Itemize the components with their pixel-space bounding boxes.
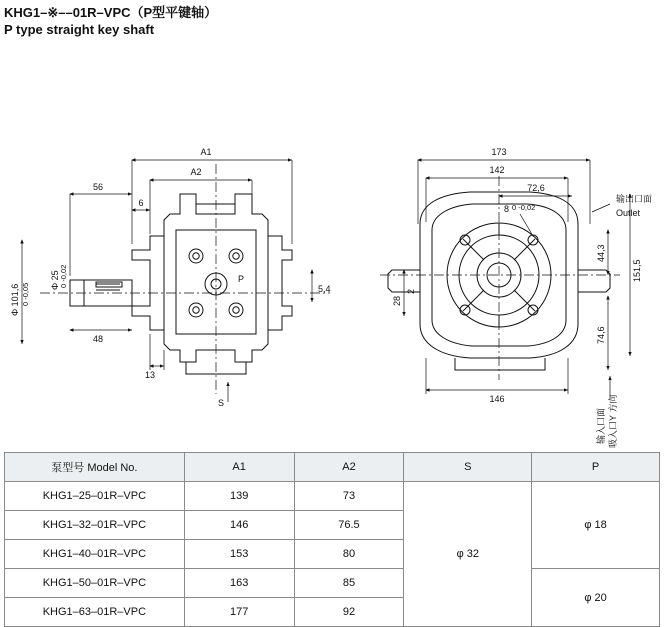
page-subtitle-english: P type straight key shaft xyxy=(4,22,155,37)
dim-142: 142 xyxy=(489,165,505,175)
cell-a2: 73 xyxy=(294,482,404,511)
dim-726: 72,6 xyxy=(527,183,545,193)
dim-key-dia: Φ 25 xyxy=(50,270,60,290)
dim-56: 56 xyxy=(92,182,104,192)
cell-a2: 92 xyxy=(294,598,404,627)
dim-48: 48 xyxy=(92,334,104,344)
cell-p-bottom: φ 20 xyxy=(532,569,660,627)
cell-model: KHG1–32–01R–VPC xyxy=(5,511,185,540)
label-inlet-cn: 输入口面 xyxy=(596,407,606,444)
cell-a1: 153 xyxy=(184,540,294,569)
col-header-model: 泵型号 Model No. xyxy=(5,453,185,482)
dim-443: 44,3 xyxy=(596,244,606,262)
cell-a2: 85 xyxy=(294,569,404,598)
spec-table xyxy=(4,452,660,627)
dim-2: 2 xyxy=(406,288,416,294)
dim-6: 6 xyxy=(138,198,144,208)
cell-a2: 80 xyxy=(294,540,404,569)
col-header-s: S xyxy=(404,453,532,482)
cell-a1: 177 xyxy=(184,598,294,627)
dim-a2: A2 xyxy=(190,167,202,177)
dim-shaft-dia-tol: 0 -0,05 xyxy=(21,282,30,306)
dim-54: 5,4 xyxy=(318,284,331,294)
dim-146: 146 xyxy=(489,394,505,404)
cell-model: KHG1–25–01R–VPC xyxy=(5,482,185,511)
cell-model: KHG1–63–01R–VPC xyxy=(5,598,185,627)
dim-a1: A1 xyxy=(200,147,212,157)
label-inlet-cn2: 吸入口Y 方向 xyxy=(608,394,618,448)
cell-a1: 163 xyxy=(184,569,294,598)
dim-8: 8 xyxy=(504,204,510,214)
dim-1515: 151,5 xyxy=(632,259,642,282)
dim-746: 74,6 xyxy=(596,326,606,344)
dim-shaft-dia: Φ 101,6 xyxy=(10,283,20,316)
col-header-a1: A1 xyxy=(184,453,294,482)
label-port-p: P xyxy=(238,274,245,284)
cell-model: KHG1–40–01R–VPC xyxy=(5,540,185,569)
label-outlet-cn: 输出口面 xyxy=(616,194,653,204)
dim-28: 28 xyxy=(392,295,402,306)
label-outlet-en: Outlet xyxy=(616,208,641,218)
table-row xyxy=(5,569,660,598)
cell-p-top: φ 18 xyxy=(532,482,660,569)
cell-s-merged: φ 32 xyxy=(404,482,532,627)
dim-13: 13 xyxy=(144,370,156,380)
table-header-row xyxy=(5,453,660,482)
table-row xyxy=(5,482,660,511)
col-header-p: P xyxy=(532,453,660,482)
cell-model: KHG1–50–01R–VPC xyxy=(5,569,185,598)
dim-8-tol: 0 -0,02 xyxy=(512,203,536,212)
cell-a1: 146 xyxy=(184,511,294,540)
technical-drawing xyxy=(0,44,665,454)
page-title-chinese: KHG1–※––01R–VPC（P型平键轴） xyxy=(4,5,218,20)
col-header-a2: A2 xyxy=(294,453,404,482)
label-s-arrow: S xyxy=(218,398,225,408)
dim-key-dia-tol: 0 -0,02 xyxy=(59,264,68,288)
dim-173: 173 xyxy=(491,147,507,157)
cell-a2: 76.5 xyxy=(294,511,404,540)
cell-a1: 139 xyxy=(184,482,294,511)
